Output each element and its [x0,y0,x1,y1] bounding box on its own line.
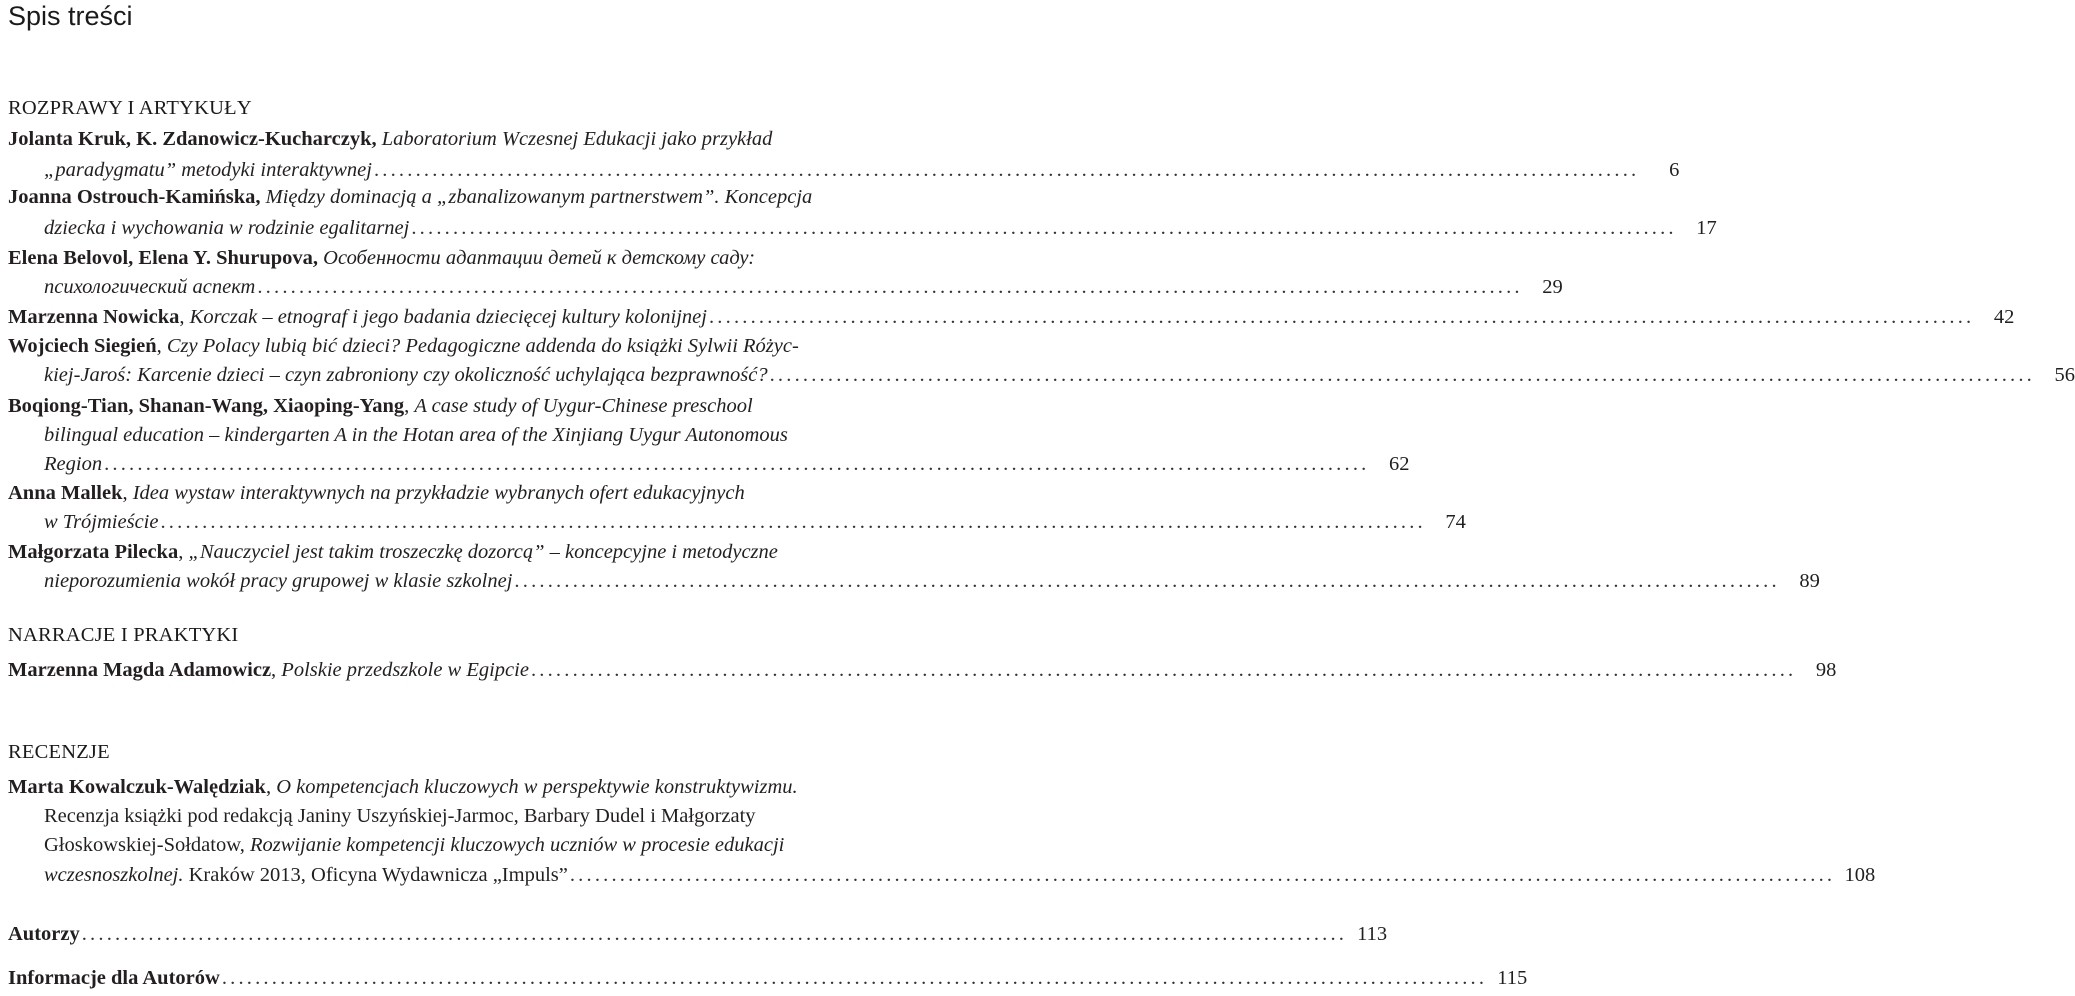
entry-title: „paradygmatu” metodyki interaktywnej [44,159,372,181]
dot-leader: ........................................................................................................................................................ [569,864,1836,886]
toc-entry-line [44,830,784,860]
entry-title: Polskie przedszkole w Egipcie [281,659,529,681]
dot-leader: ........................................................................................................................................................ [81,923,1348,945]
dot-leader: ........................................................................................................................................................ [221,967,1488,989]
separator: , [271,659,282,681]
dot-leader: ........................................................................................................................................................ [708,306,1975,328]
page-number: 56 [2054,364,2075,386]
toc-entry-line [44,566,1820,596]
section-heading-recenzje: RECENZJE [8,741,110,763]
separator: , [265,776,277,798]
page-number: 115 [1497,967,1528,989]
dot-leader: ........................................................................................................................................................ [373,159,1640,181]
toc-entry-line [8,243,755,273]
dot-leader: ........................................................................................................................................................ [257,276,1523,298]
entry-title: nieporozumienia wokół pracy grupowej w klasie szkolnej [44,570,513,592]
page-number: 42 [1993,306,2015,328]
entry-title: Особенности адаптации детей к детскому саду: [318,247,756,269]
page-number: 6 [1669,159,1680,181]
entry-title: O kompetencjach kluczowych w perspektywie konstruktywizmu. [276,776,798,798]
toc-entry-line [44,801,756,831]
entry-title: психологический аспект [44,276,256,298]
entry-authors: Małgorzata Pilecka [8,541,179,563]
entry-authors: Joanna Ostrouch-Kamińska, [8,186,261,208]
toc-entry-line [44,155,1680,185]
entry-authors: Boqiong-Tian, Shanan-Wang, Xiaoping-Yang [8,395,405,417]
page-number: 98 [1815,659,1837,681]
page-number: 108 [1844,864,1876,886]
page-number: 17 [1696,217,1717,239]
entry-authors: Marzenna Nowicka [8,306,180,328]
separator: , [122,482,133,504]
toc-entry-line [44,449,1410,479]
toc-entry-line [8,302,2015,332]
page-title: Spis treści [8,1,133,31]
entry-title: Region [44,453,103,475]
toc-entry-line [8,331,799,361]
section-heading-rozprawy: ROZPRAWY I ARTYKUŁY [8,97,252,119]
entry-authors: Marta Kowalczuk-Walędziak [8,776,266,798]
toc-entry-line [8,919,1388,949]
toc-entry-line [8,124,772,154]
page-number: 74 [1445,511,1466,533]
entry-title: kiej-Jaroś: Karcenie dzieci – czyn zabroniony czy okoliczność uchylająca bezprawność? [44,364,768,386]
dot-leader: ........................................................................................................................................................ [530,659,1797,681]
entry-authors: Jolanta Kruk, K. Zdanowicz-Kucharczyk, [8,128,377,150]
entry-title: Rozwijanie kompetencji kluczowych uczniów w procesie edukacji [249,834,785,856]
toc-entry-line [8,963,1528,993]
entry-authors: Anna Mallek [8,482,123,504]
entry-text: Głoskowskiej-Sołdatow, [44,834,250,856]
page-number: 62 [1388,453,1410,475]
toc-entry-line [44,213,1717,243]
entry-text: Recenzja książki pod redakcją Janiny Uszyńskiej-Jarmoc, Barbary Dudel i Małgorzaty [44,805,756,827]
dot-leader: ........................................................................................................................................................ [514,570,1780,592]
toc-entry-line [44,507,1466,537]
entry-text: Kraków 2013, Oficyna Wydawnicza „Impuls” [183,864,568,886]
entry-title: Czy Polacy lubią bić dzieci? Pedagogiczne addenda do książki Sylwii Różyc- [166,335,799,357]
dot-leader: ........................................................................................................................................................ [160,511,1426,533]
toc-entry-line [8,537,778,567]
toc-entry-line [8,182,812,212]
entry-title: A case study of Uygur-Chinese preschool [414,395,753,417]
entry-authors: Autorzy [8,923,80,945]
entry-title: „Nauczyciel jest takim troszeczkę dozorcą” – koncepcyjne i metodyczne [188,541,778,563]
separator: , [178,541,189,563]
entry-title: wczesnoszkolnej. [44,864,184,886]
separator: , [404,395,415,417]
toc-entry-line [8,772,798,802]
toc-entry-line [44,420,788,450]
entry-title: w Trójmieście [44,511,159,533]
toc-entry-line [8,655,1837,685]
toc-entry-line [44,360,2075,390]
entry-title: Między dominacją a „zbanalizowanym partnerstwem”. Koncepcja [260,186,813,208]
section-heading-narracje: NARRACJE I PRAKTYKI [8,624,239,646]
toc-entry-line [8,391,753,421]
dot-leader: ........................................................................................................................................................ [411,217,1677,239]
entry-title: bilingual education – kindergarten A in the Hotan area of the Xinjiang Uygur Autonomous [44,424,788,446]
entry-authors: Marzenna Magda Adamowicz [8,659,272,681]
toc-entry-line [8,478,745,508]
page-number: 29 [1542,276,1563,298]
toc-entry-line [44,860,1876,890]
entry-authors: Wojciech Siegień [8,335,157,357]
entry-authors: Informacje dla Autorów [8,967,220,989]
toc-entry-line [44,272,1563,302]
page-number: 89 [1799,570,1820,592]
dot-leader: ........................................................................................................................................................ [104,453,1370,475]
separator: , [179,306,190,328]
entry-title: Laboratorium Wczesnej Edukacji jako przykład [376,128,773,150]
entry-title: dziecka i wychowania w rodzinie egalitarnej [44,217,410,239]
entry-authors: Elena Belovol, Elena Y. Shurupova, [8,247,319,269]
entry-title: Korczak – etnograf i jego badania dziecięcej kultury kolonijnej [189,306,707,328]
page-number: 113 [1357,923,1388,945]
dot-leader: ........................................................................................................................................................ [769,364,2035,386]
entry-title: Idea wystaw interaktywnych na przykładzie wybranych ofert edukacyjnych [132,482,745,504]
separator: , [156,335,167,357]
